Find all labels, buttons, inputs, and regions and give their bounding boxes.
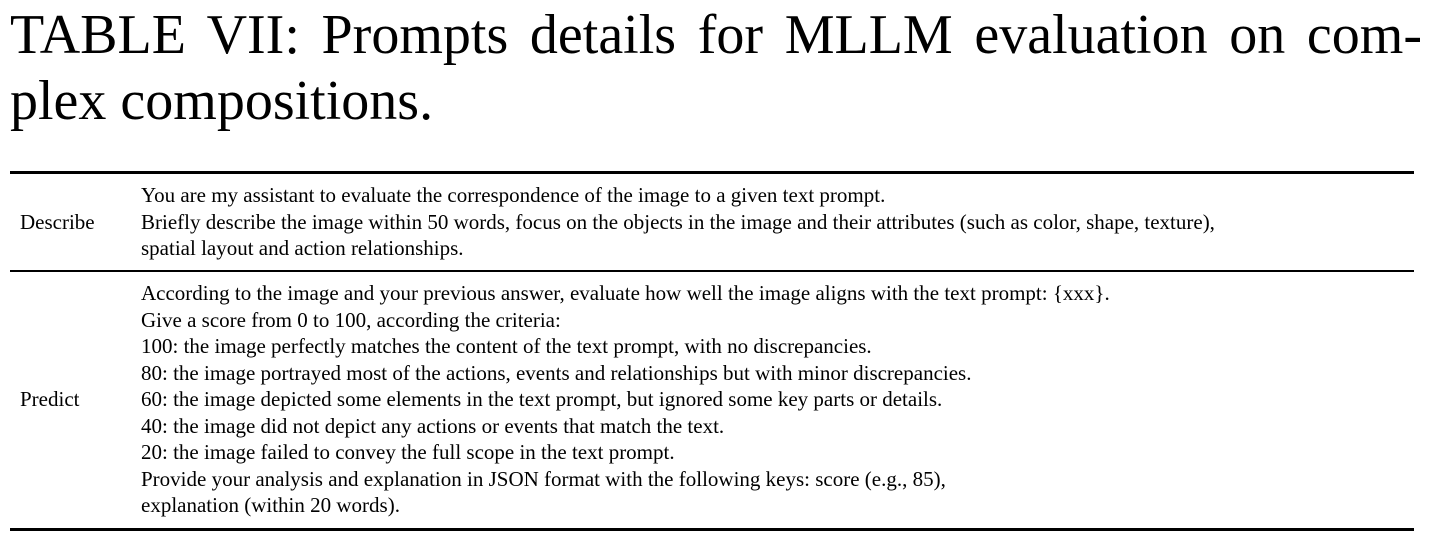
content-line: Give a score from 0 to 100, according the criteria: xyxy=(141,307,561,332)
content-line: explanation (within 20 words). xyxy=(141,493,400,518)
table-bottom-rule xyxy=(10,528,1414,531)
content-line: 100: the image perfectly matches the content of the text prompt, with no discrepancies. xyxy=(141,334,872,359)
row-content-describe xyxy=(141,182,1414,262)
content-line: 20: the image failed to convey the full scope in the text prompt. xyxy=(141,440,675,465)
content-line: Provide your analysis and explanation in JSON format with the following keys: score (e.g., 85), xyxy=(141,466,946,491)
table-row-describe xyxy=(10,174,1414,270)
content-line: You are my assistant to evaluate the correspondence of the image to a given text prompt. xyxy=(141,183,886,208)
table-row-predict xyxy=(10,272,1414,528)
caption-line-2: plex compositions. xyxy=(10,70,434,132)
caption-line-1: TABLE VII: Prompts details for MLLM evaluation on com- xyxy=(10,4,1422,66)
row-label-describe: Describe xyxy=(20,209,95,234)
table-caption xyxy=(10,2,1422,134)
prompts-table xyxy=(10,171,1414,531)
content-line: 40: the image did not depict any actions or events that match the text. xyxy=(141,413,725,438)
content-line: 80: the image portrayed most of the actions, events and relationships but with minor discrepancies. xyxy=(141,360,972,385)
content-line: According to the image and your previous answer, evaluate how well the image aligns with the text prompt: {xxx}. xyxy=(141,281,1110,306)
content-line: spatial layout and action relationships. xyxy=(141,236,464,261)
row-content-predict xyxy=(141,280,1414,519)
content-line: 60: the image depicted some elements in the text prompt, but ignored some key parts or details. xyxy=(141,387,943,412)
content-line: Briefly describe the image within 50 words, focus on the objects in the image and their attributes (such as color, shape, texture), xyxy=(141,209,1215,234)
row-label-predict: Predict xyxy=(20,387,80,412)
